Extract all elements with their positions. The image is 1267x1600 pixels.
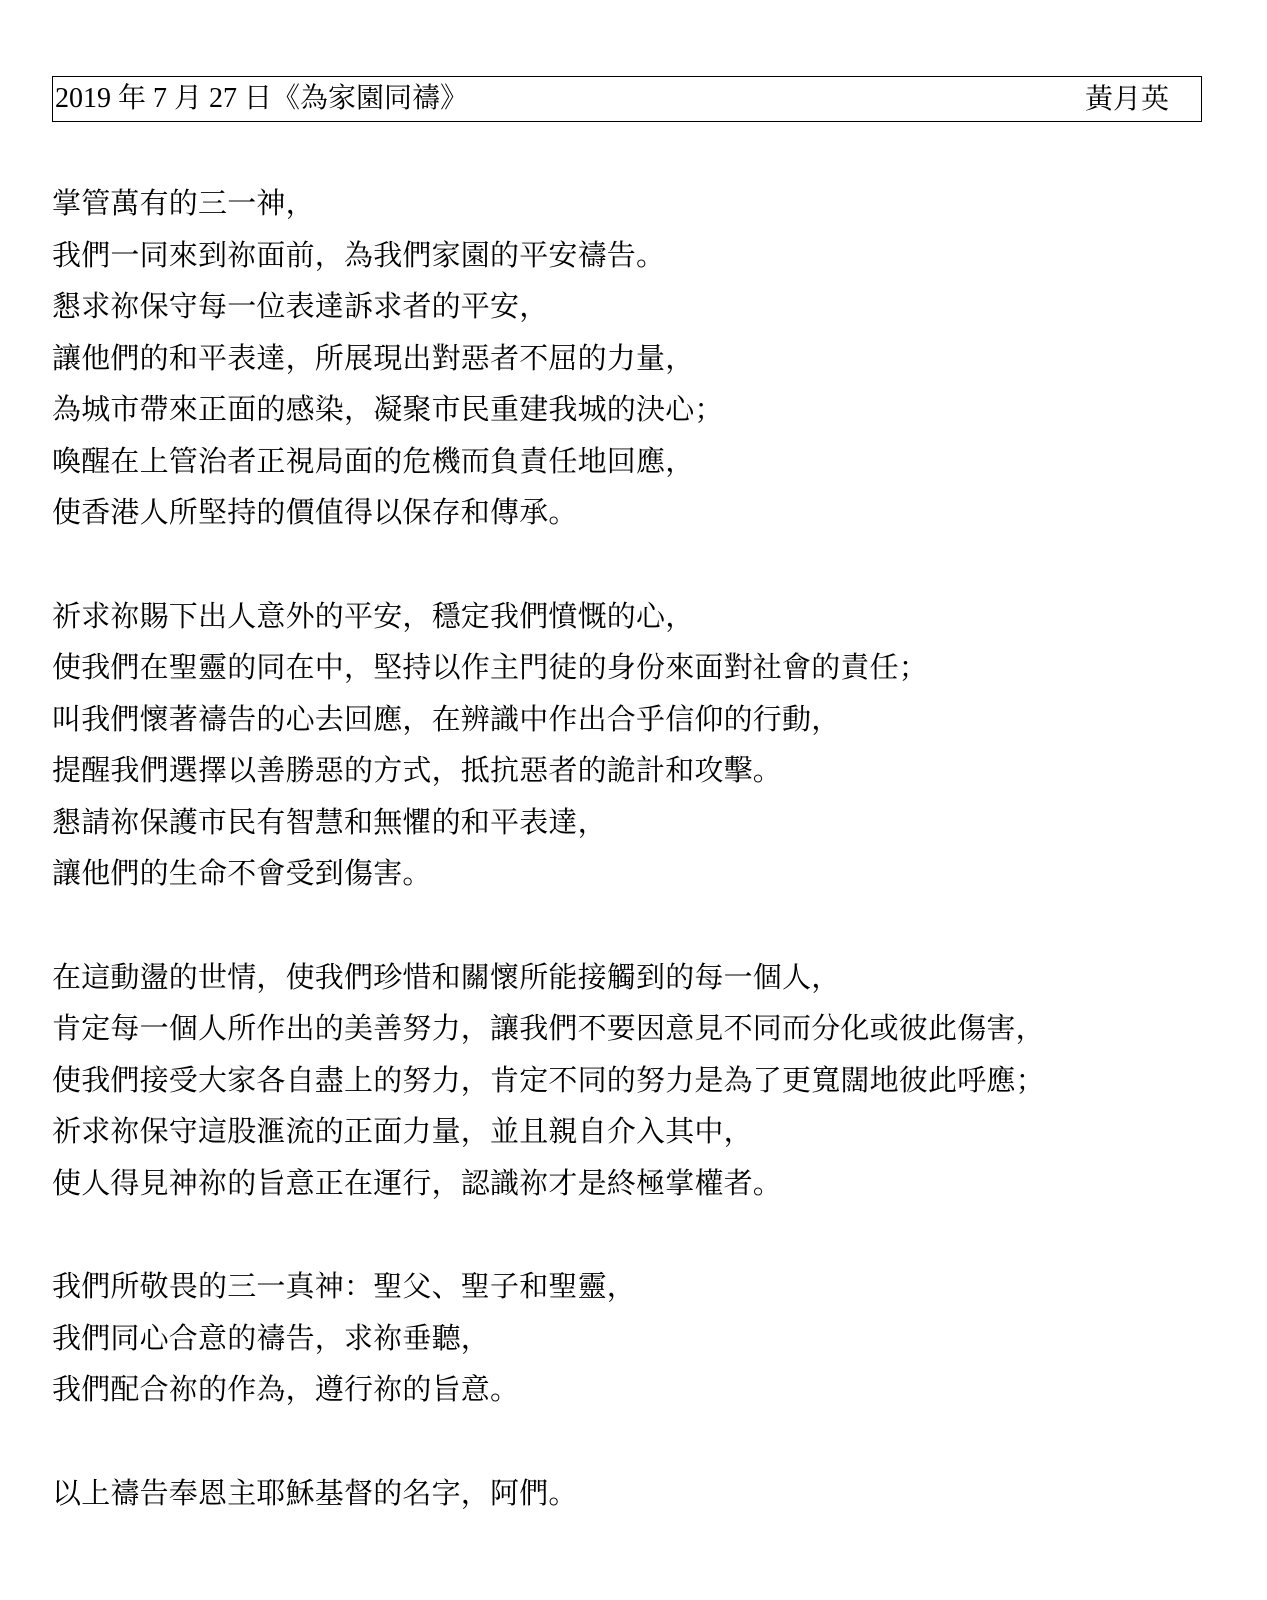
stanza-3 [52,952,1252,1210]
stanza-5 [52,1468,1252,1520]
prayer-line: 讓他們的生命不會受到傷害。 [52,856,432,890]
prayer-line: 使我們在聖靈的同在中，堅持以作主門徒的身份來面對社會的責任； [52,650,929,684]
stanza-1 [52,178,1252,539]
prayer-line: 叫我們懷著禱告的心去回應，在辨識中作出合乎信仰的行動， [52,701,841,736]
stanza-4 [52,1261,1252,1416]
prayer-body [52,178,1252,1571]
prayer-line: 掌管萬有的三一神， [52,186,315,220]
prayer-line: 祈求祢賜下出人意外的平安，穩定我們憤慨的心， [52,598,695,633]
prayer-line: 使我們接受大家各自盡上的努力，肯定不同的努力是為了更寬闊地彼此呼應； [52,1062,1045,1097]
prayer-line: 我們一同來到祢面前，為我們家園的平安禱告。 [52,237,666,272]
prayer-line: 我們配合祢的作為，遵行祢的旨意。 [52,1372,520,1406]
prayer-line: 我們所敬畏的三一真神：聖父、聖子和聖靈， [52,1269,637,1303]
prayer-line: 讓他們的和平表達，所展現出對惡者不屈的力量， [52,340,695,375]
prayer-line: 肯定每一個人所作出的美善努力，讓我們不要因意見不同而分化或彼此傷害， [52,1011,1045,1045]
prayer-line: 我們同心合意的禱告，求祢垂聽， [52,1320,491,1355]
prayer-line: 提醒我們選擇以善勝惡的方式，抵抗惡者的詭計和攻擊。 [52,753,783,787]
prayer-line: 祈求祢保守這股滙流的正面力量，並且親自介入其中， [52,1114,753,1148]
prayer-line: 在這動盪的世情，使我們珍惜和關懷所能接觸到的每一個人， [52,959,841,994]
prayer-line: 喚醒在上管治者正視局面的危機而負責任地回應， [52,443,695,478]
prayer-line: 懇請祢保護市民有智慧和無懼的和平表達， [52,804,607,839]
prayer-line: 使人得見神祢的旨意正在運行，認識祢才是終極掌權者。 [52,1165,783,1200]
prayer-line: 使香港人所堅持的價值得以保存和傳承。 [52,495,578,529]
header-box [52,76,1202,122]
stanza-2 [52,591,1252,900]
document-author: 黃月英 [1084,82,1169,115]
prayer-line: 懇求祢保守每一位表達訴求者的平安， [52,289,549,323]
prayer-line: 以上禱告奉恩主耶穌基督的名字，阿們。 [52,1475,578,1510]
document-date-title: 2019 年 7 月 27 日《為家園同禱》 [55,83,469,114]
prayer-line: 為城市帶來正面的感染，凝聚市民重建我城的決心； [52,392,724,426]
